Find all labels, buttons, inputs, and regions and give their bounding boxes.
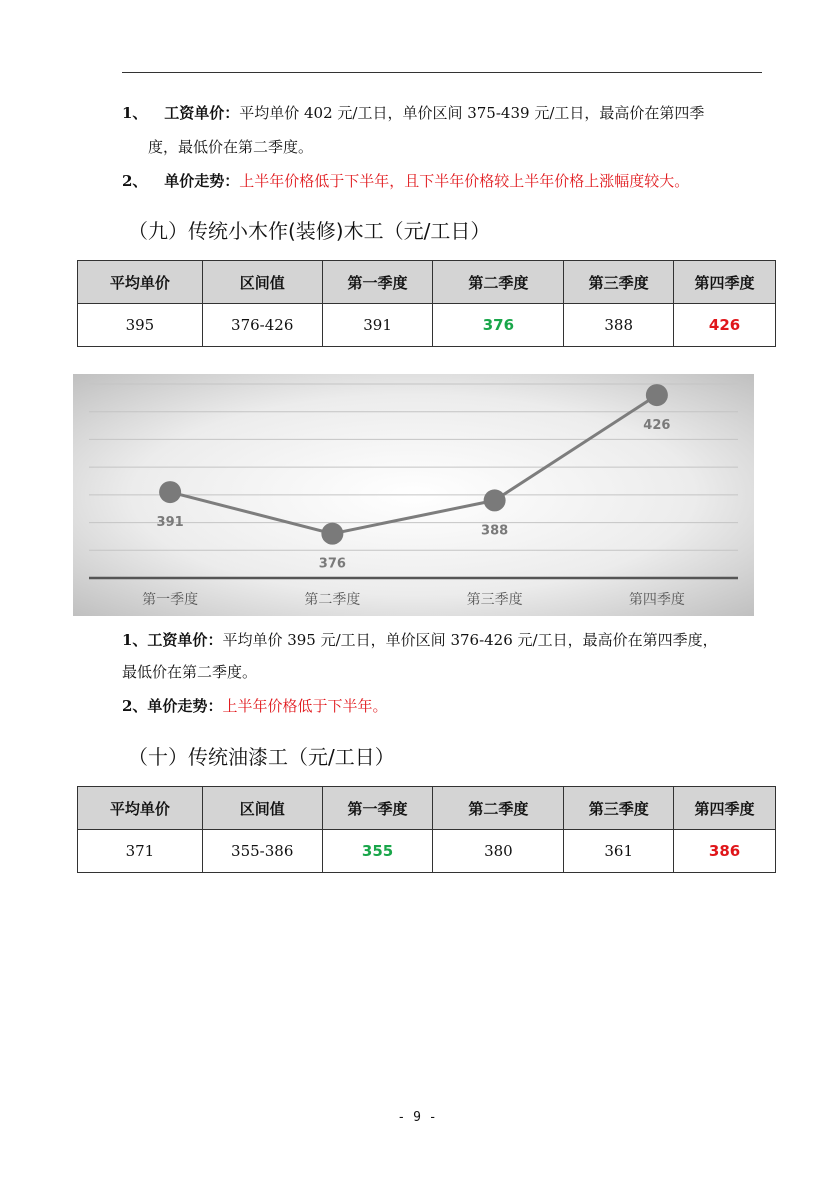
s10-price-table [77, 786, 776, 873]
table-header-cell: 第四季度 [674, 787, 776, 830]
s8-note-1-label: 工资单价： [164, 104, 240, 122]
table-cell-q1: 391 [322, 304, 433, 347]
s9-note-2-label: 2、单价走势： [122, 697, 223, 715]
table-header-cell: 平均单价 [78, 787, 203, 830]
s8-note-2-num: 2、 [122, 172, 148, 190]
table-cell-q3: 361 [564, 830, 674, 873]
table-header-cell: 第一季度 [322, 261, 433, 304]
table-cell-q3: 388 [564, 304, 674, 347]
table-header-cell: 第一季度 [322, 787, 433, 830]
s9-price-table [77, 260, 776, 347]
table-cell-q2-min: 376 [433, 304, 564, 347]
x-tick-label: 第一季度 [142, 592, 199, 608]
table-cell-range: 376-426 [202, 304, 322, 347]
data-point-marker [646, 384, 668, 406]
s9-line-chart [73, 374, 754, 616]
table-cell-q2: 380 [433, 830, 564, 873]
table-header-cell: 区间值 [202, 787, 322, 830]
table-header-cell: 第三季度 [564, 261, 674, 304]
table-cell-range: 355-386 [202, 830, 322, 873]
data-label: 376 [318, 556, 346, 572]
table-cell-q4-max: 426 [674, 304, 776, 347]
x-tick-label: 第二季度 [304, 592, 361, 608]
table-header-cell: 区间值 [202, 261, 322, 304]
table-header-cell: 第二季度 [433, 261, 564, 304]
data-point-marker [484, 489, 506, 511]
data-point-marker [321, 523, 343, 545]
header-rule [122, 72, 762, 73]
table-header-cell: 第二季度 [433, 787, 564, 830]
table-cell-q1-min: 355 [322, 830, 433, 873]
table-header-cell: 平均单价 [78, 261, 203, 304]
page-number: - 9 - [397, 1110, 437, 1125]
s8-note-1-text: 平均单价 402 元/工日，单价区间 375-439 元/工日，最高价在第四季 [239, 104, 705, 122]
table-cell-q4-max: 386 [674, 830, 776, 873]
s8-note-1-num: 1、 [122, 104, 148, 122]
s9-heading: （九）传统小木作(装修)木工（元/工日） [128, 219, 491, 243]
x-tick-label: 第三季度 [466, 592, 523, 608]
s9-note-2 [122, 693, 387, 719]
s8-note-2-text: 上半年价格低于下半年，且下半年价格较上半年价格上涨幅度较大。 [239, 172, 690, 190]
s8-note-2-label: 单价走势： [164, 172, 240, 190]
data-point-marker [159, 481, 181, 503]
s8-note-1-line1 [122, 100, 704, 126]
x-tick-label: 第四季度 [628, 592, 685, 608]
table-cell-average: 395 [78, 304, 203, 347]
s9-note-1-line1 [122, 627, 718, 653]
data-label: 426 [643, 418, 671, 434]
s9-note-2-text: 上半年价格低于下半年。 [222, 697, 388, 715]
s9-note-1-label: 1、工资单价： [122, 631, 223, 649]
table-row [78, 304, 776, 347]
table-row [78, 830, 776, 873]
s9-note-1-text: 平均单价 395 元/工日，单价区间 376-426 元/工日，最高价在第四季度， [222, 631, 718, 649]
data-label: 391 [156, 515, 184, 531]
data-label: 388 [481, 523, 509, 539]
table-cell-average: 371 [78, 830, 203, 873]
s10-heading: （十）传统油漆工（元/工日） [128, 745, 395, 769]
table-header-row [78, 787, 776, 830]
table-header-cell: 第三季度 [564, 787, 674, 830]
s8-note-1-line2: 度，最低价在第二季度。 [148, 138, 314, 156]
s9-note-1-line2: 最低价在第二季度。 [122, 663, 258, 681]
s8-note-2 [122, 168, 689, 194]
table-header-row [78, 261, 776, 304]
table-header-cell: 第四季度 [674, 261, 776, 304]
